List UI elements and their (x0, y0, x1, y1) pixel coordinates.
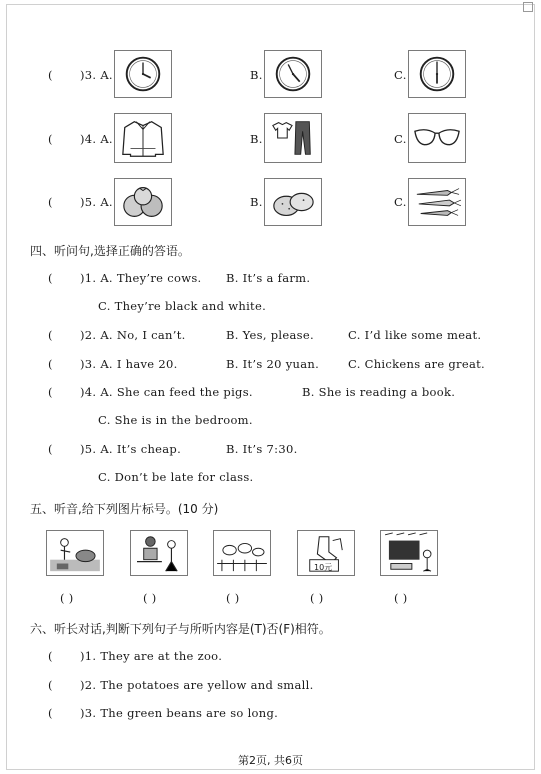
s6-q2-statement: )2. The potatoes are yellow and small. (80, 678, 314, 692)
q4-label-a: )4. A. (80, 132, 113, 146)
q3-label-c: C. (394, 68, 407, 82)
q4-paren-open: ( (48, 132, 53, 146)
q3-option-a-clock-image (114, 50, 172, 98)
s5-answer-blank-3[interactable]: ( ) (226, 591, 240, 605)
s4-q2-paren: ( (48, 328, 53, 342)
q3-label-b: B. (250, 68, 263, 82)
page-footer: 第2页, 共6页 (238, 754, 303, 767)
s5-picture-3-farm-sheep (213, 530, 271, 576)
corner-mark (523, 2, 533, 12)
q5-label-b: B. (250, 195, 263, 209)
s5-answer-blank-5[interactable]: ( ) (394, 591, 408, 605)
s4-q1-option-c: C. They’re black and white. (98, 299, 267, 313)
s4-q5-option-c: C. Don’t be late for class. (98, 470, 254, 484)
s4-q4-option-b: B. She is reading a book. (302, 385, 456, 399)
s6-q3-statement: )3. The green beans are so long. (80, 706, 279, 720)
s5-answer-blank-2[interactable]: ( ) (143, 591, 157, 605)
s4-q2-option-b: B. Yes, please. (226, 328, 314, 342)
q3-option-c-clock-image (408, 50, 466, 98)
q5-option-b-potatoes-image (264, 178, 322, 226)
s4-q4-paren: ( (48, 385, 53, 399)
q4-option-a-jacket-image (114, 113, 172, 163)
s4-q4-option-a: )4. A. She can feed the pigs. (80, 385, 253, 399)
q4-label-b: B. (250, 132, 263, 146)
s6-q1-paren: ( (48, 649, 53, 663)
s5-answer-blank-4[interactable]: ( ) (310, 591, 324, 605)
s4-q5-option-b: B. It’s 7:30. (226, 442, 298, 456)
s4-q3-option-b: B. It’s 20 yuan. (226, 357, 320, 371)
q3-option-b-clock-image (264, 50, 322, 98)
q3-paren-open: ( (48, 68, 53, 82)
q5-paren-open: ( (48, 195, 53, 209)
s4-q3-option-a: )3. A. I have 20. (80, 357, 178, 371)
s5-picture-5-classroom-blackboard (380, 530, 438, 576)
s6-q1-statement: )1. They are at the zoo. (80, 649, 223, 663)
s5-answer-blank-1[interactable]: ( ) (60, 591, 74, 605)
q5-label-a: )5. A. (80, 195, 113, 209)
s5-picture-1-feeding-animals (46, 530, 104, 576)
s4-q5-option-a: )5. A. It’s cheap. (80, 442, 182, 456)
s4-q3-option-c: C. Chickens are great. (348, 357, 485, 371)
s4-q1-option-b: B. It’s a farm. (226, 271, 311, 285)
s6-q2-paren: ( (48, 678, 53, 692)
section6-title: 六、听长对话,判断下列句子与所听内容是(T)否(F)相符。 (30, 622, 331, 636)
s4-q2-option-c: C. I’d like some meat. (348, 328, 482, 342)
q5-option-c-carrots-image (408, 178, 466, 226)
s6-q3-paren: ( (48, 706, 53, 720)
section4-title: 四、听问句,选择正确的答语。 (30, 244, 190, 258)
q5-label-c: C. (394, 195, 407, 209)
q3-label-a: )3. A. (80, 68, 113, 82)
s4-q1-paren: ( (48, 271, 53, 285)
s4-q5-paren: ( (48, 442, 53, 456)
s4-q1-option-a: )1. A. They’re cows. (80, 271, 202, 285)
q5-option-a-tomatoes-image (114, 178, 172, 226)
q4-label-c: C. (394, 132, 407, 146)
s4-q2-option-a: )2. A. No, I can’t. (80, 328, 186, 342)
s4-q4-option-c: C. She is in the bedroom. (98, 413, 253, 427)
s5-picture-2-children-reading (130, 530, 188, 576)
q4-option-b-shirt-and-pants-image (264, 113, 322, 163)
s5-picture-4-socks-price (297, 530, 355, 576)
s5-price-tag: 10元 (314, 563, 333, 572)
s4-q3-paren: ( (48, 357, 53, 371)
section5-title: 五、听音,给下列图片标号。(10 分) (30, 502, 219, 516)
q4-option-c-glasses-image (408, 113, 466, 163)
